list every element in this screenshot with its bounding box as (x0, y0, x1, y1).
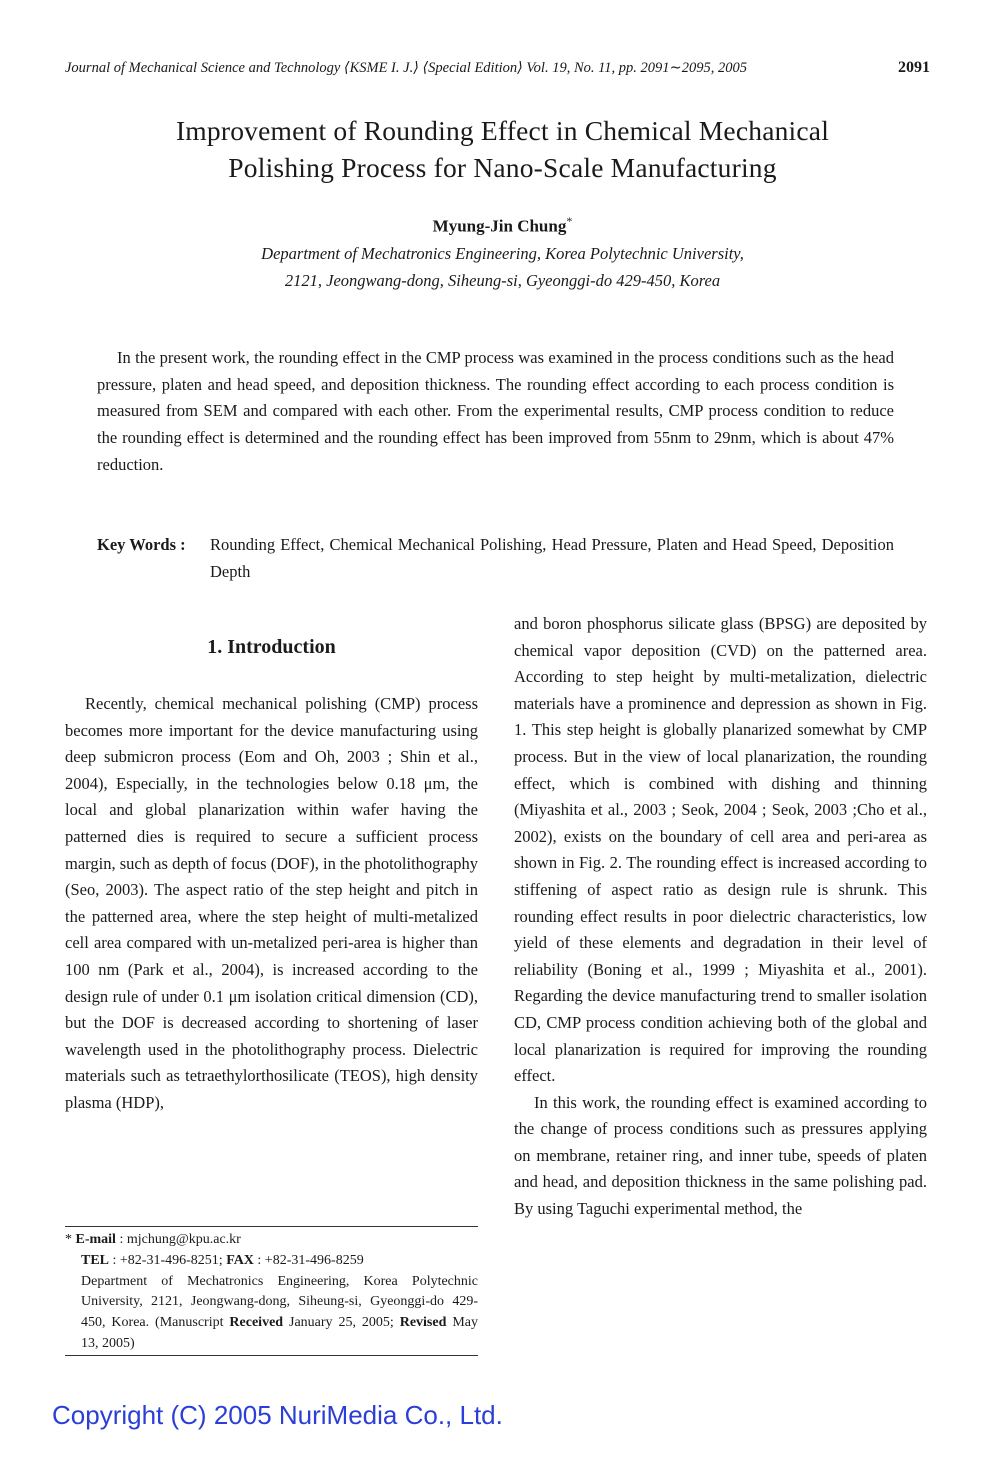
title-line-2: Polishing Process for Nano-Scale Manufacturing (228, 152, 777, 183)
footnote-phone-line (65, 1251, 478, 1272)
keywords-text: Rounding Effect, Chemical Mechanical Polishing, Head Pressure, Platen and Head Speed, Deposition Depth (210, 535, 894, 581)
keywords (97, 532, 894, 585)
affiliation-line-1: Department of Mechatronics Engineering, Korea Polytechnic University, (261, 244, 744, 263)
author-footnote-mark: * (566, 214, 573, 228)
author-name-text: Myung-Jin Chung (432, 216, 567, 236)
tel-number: : +82-31-496-8251; (109, 1252, 227, 1268)
title-line-1: Improvement of Rounding Effect in Chemical Mechanical (175, 115, 830, 146)
author-name (0, 214, 1005, 237)
footnote-address-text: Department of Mechatronics Engineering, Korea Polytechnic University, 2121, Jeongwang-dong, Siheung-si, Gyeonggi-do 429-450, Korea. (Manuscript (81, 1273, 478, 1331)
footnote-address (65, 1272, 478, 1355)
email-address: : mjchung@kpu.ac.kr (115, 1232, 241, 1247)
page-number: 2091 (898, 59, 930, 76)
tel-label: TEL (81, 1252, 110, 1268)
fax-number: : +82-31-496-8259 (253, 1252, 364, 1268)
footnote (65, 1230, 478, 1355)
keywords-label: Key Words : (97, 535, 186, 554)
footnote-mark: * (65, 1232, 72, 1247)
footnote-rule (65, 1226, 478, 1227)
section-heading-introduction: 1. Introduction (207, 636, 336, 658)
running-head (65, 60, 930, 77)
revised-date: May 13, 2005) (81, 1315, 478, 1351)
email-label: E-mail (75, 1232, 116, 1247)
received-label: Received (229, 1315, 284, 1331)
abstract: In the present work, the rounding effect in the CMP process was examined in the process conditions such as the head pressure, platen and head speed, and deposition thickness. The rounding effect according to each process condition is measured from SEM and compared with each other. From the experimental results, CMP process condition to reduce the rounding effect is determined and the rounding effect has been improved from 55nm to 29nm, which is about 47% reduction. (97, 348, 894, 474)
footnote-bottom-rule (65, 1355, 478, 1356)
copyright-watermark: Copyright (C) 2005 NuriMedia Co., Ltd. (52, 1400, 503, 1430)
author-affiliation (0, 240, 1005, 294)
fax-label: FAX (226, 1252, 254, 1268)
intro-paragraph-1: Recently, chemical mechanical polishing (CMP) process becomes more important for the device manufacturing using deep submicron process (Eom and Oh, 2003 ; Shin et al., 2004), Especially, in the technologies below 0.18 μm, the local and global planarization within wafer having the patterned dies is required to secure a sufficient process margin, such as depth of focus (DOF), in the photolithography (Seo, 2003). The aspect ratio of the step height and pitch in the patterned area, where the step height of multi-metalized cell area compared with un-metalized peri-area is higher than 100 nm (Park et al., 2004), is increased according to the design rule of under 0.1 μm isolation critical dimension (CD), but the DOF is decreased according to shortening of laser wavelength used in the photolithography process. Dielectric materials such as tetraethylorthosilicate (TEOS), high density plasma (HDP), (65, 694, 478, 1112)
paper-title (60, 112, 945, 186)
intro-paragraph-2: In this work, the rounding effect is examined according to the change of process conditions such as pressures applying on membrane, retainer ring, and inner tube, speeds of platen and head, and deposition thickness in the same polishing pad. By using Taguchi experimental method, the (514, 1092, 927, 1219)
received-date: January 25, 2005; (283, 1315, 400, 1331)
footnote-email-line (65, 1230, 478, 1251)
intro-paragraph-continued: and boron phosphorus silicate glass (BPSG) are deposited by chemical vapor deposition (CVD) on the patterned area. According to step height by multi-metalization, dielectric materials have a prominence and depression as shown in Fig. 1. This step height is globally planarized somewhat by CMP process. But in the view of local planarization, the rounding effect, which is combined with dishing and thinning (Miyashita et al., 2003 ; Seok, 2004 ; Seok, 2003 ;Cho et al., 2002), exists on the boundary of cell area and peri-area as shown in Fig. 2. The rounding effect is increased according to stiffening of aspect ratio as design rule is shrunk. This rounding effect results in poor dielectric characteristics, low yield of these elements and degradation in their level of reliability (Boning et al., 1999 ; Miyashita et al., 2001). Regarding the device manufacturing trend to smaller isolation CD, CMP process condition achieving both of the global and local planarization is required for improving the rounding effect. (514, 614, 927, 1086)
revised-label: Revised (399, 1315, 447, 1331)
affiliation-line-2: 2121, Jeongwang-dong, Siheung-si, Gyeonggi-do 429-450, Korea (284, 271, 721, 290)
journal-citation: Journal of Mechanical Science and Technology ⟨KSME I. J.⟩ ⟨Special Edition⟩ Vol. 19, No. 11, pp. 2091∼2095, 2005 (65, 60, 747, 76)
left-column (65, 691, 478, 1117)
right-column (514, 611, 927, 1223)
